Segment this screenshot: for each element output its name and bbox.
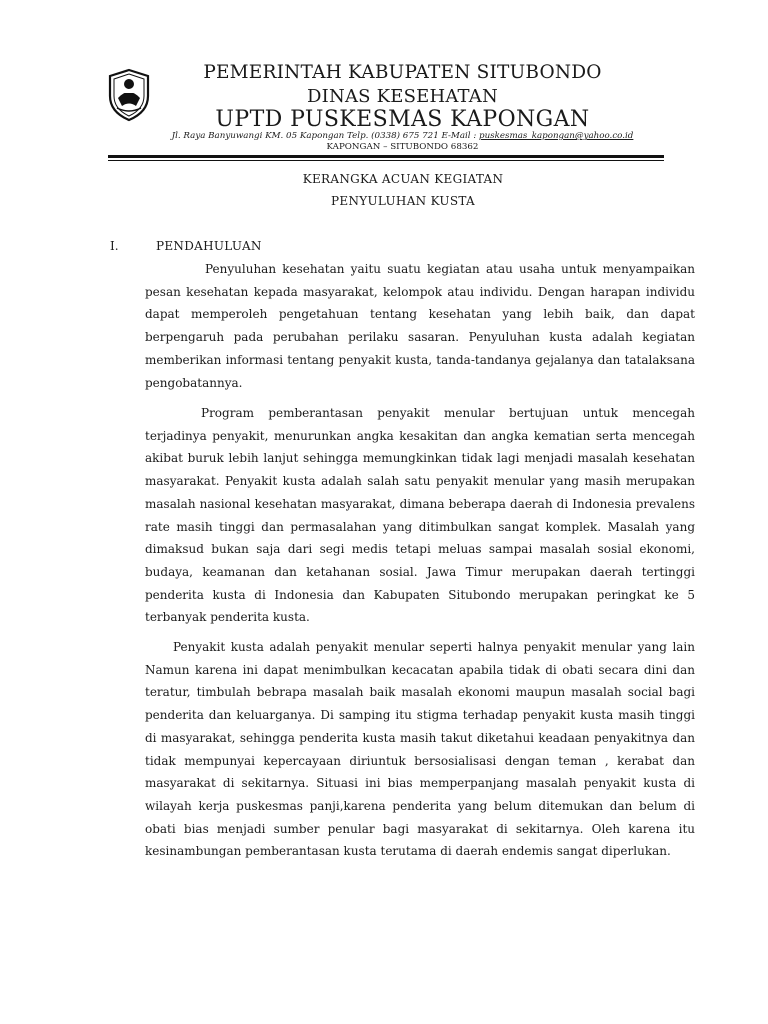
document-subtitle: PENYULUHAN KUSTA: [331, 194, 475, 208]
header-divider-thick: [108, 155, 664, 158]
header-unit-name: UPTD PUSKESMAS KAPONGAN: [215, 107, 590, 132]
section-number: I.: [110, 239, 119, 253]
header-department-name: DINAS KESEHATAN: [307, 86, 498, 107]
header-address: [150, 131, 655, 141]
section-title: PENDAHULUAN: [156, 239, 262, 253]
situbondo-regency-emblem-icon: [106, 68, 152, 122]
paragraph-program: Program pemberantasan penyakit menular bertujuan untuk mencegah terjadinya penyakit, menurunkan angka kesakitan dan angka kematian serta mencegah akibat buruk lebih lanjut sehingga memungkinkan tidak lagi menjadi masalah kesehatan masyarakat. Penyakit kusta adalah salah satu penyakit menular yang masih merupakan masalah nasional kesehatan masyarakat, dimana beberapa daerah di Indonesia prevalens rate masih tinggi dan permasalahan yang ditimbulkan sangat komplek. Masalah yang dimaksud bukan saja dari segi medis tetapi meluas sampai masalah sosial ekonomi, budaya, keamanan dan ketahanan sosial. Jawa Timur merupakan daerah tertinggi penderita kusta di Indonesia dan Kabupaten Situbondo merupakan peringkat ke 5 terbanyak penderita kusta.: [145, 406, 695, 625]
email-link[interactable]: puskesmas_kapongan@yahoo.co.id: [479, 131, 634, 141]
address-text: Jl. Raya Banyuwangi KM. 05 Kapongan Telp. (0338) 675 721 E-Mail :: [171, 131, 480, 141]
header-address-city: KAPONGAN – SITUBONDO 68362: [326, 142, 479, 152]
paragraph-intro: Penyuluhan kesehatan yaitu suatu kegiatan atau usaha untuk menyampaikan pesan kesehatan kepada masyarakat, kelompok atau individu. Dengan harapan individu dapat memperoleh pengetahuan tentang kesehatan yang lebih baik, dan dapat berpengaruh pada perubahan perilaku sasaran. Penyuluhan kusta adalah kegiatan memberikan informasi tentang penyakit kusta, tanda-tandanya gejalanya dan tatalaksana pengobatannya.: [145, 262, 695, 390]
paragraph-leprosy: Penyakit kusta adalah penyakit menular seperti halnya penyakit menular yang lain Namun karena ini dapat menimbulkan kecacatan apabila tidak di obati secara dini dan teratur, timbulah bebrapa masalah baik masalah ekonomi maupun masalah social bagi penderita dan keluarganya. Di samping itu stigma terhadap penyakit kusta masih tinggi di masyarakat, sehingga penderita kusta masih takut diketahui keadaan penyakitnya dan tidak mempunyai kepercayaan diriuntuk bersosialisasi dengan teman , kerabat dan masyarakat di sekitarnya. Situasi ini bias memperpanjang masalah penyakit kusta di wilayah kerja puskesmas panji,karena penderita yang belum ditemukan dan belum di obati bias menjadi sumber penular bagi masyarakat di sekitarnya. Oleh karena itu kesinambungan pemberantasan kusta terutama di daerah endemis sangat diperlukan.: [145, 640, 695, 859]
header-government-name: PEMERINTAH KABUPATEN SITUBONDO: [203, 62, 602, 83]
header-divider-thin: [108, 160, 664, 161]
document-title: KERANGKA ACUAN KEGIATAN: [302, 172, 504, 186]
